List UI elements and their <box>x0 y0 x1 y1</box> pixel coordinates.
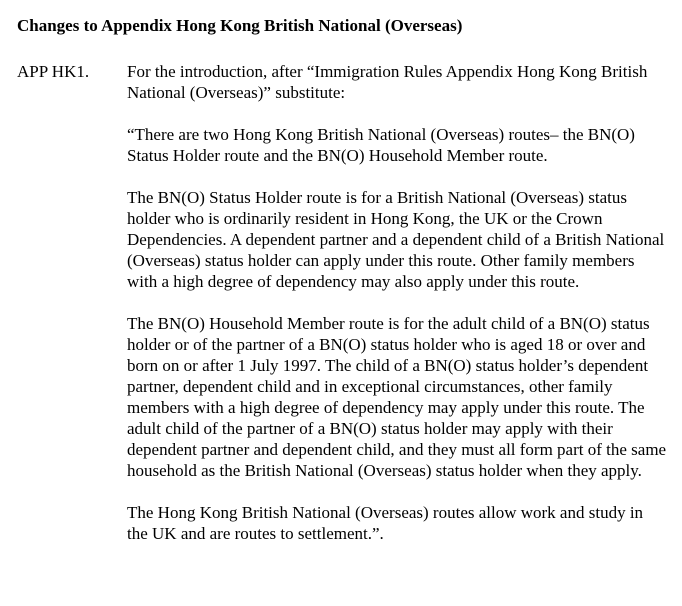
amendment-intro: For the introduction, after “Immigration Rules Appendix Hong Kong British National (Overseas)” substitute: <box>127 62 648 102</box>
paragraph-routes-overview: “There are two Hong Kong British National (Overseas) routes– the BN(O) Status Holder route and the BN(O) Household Member route. <box>127 125 635 165</box>
paragraph-status-holder-route: The BN(O) Status Holder route is for a British National (Overseas) status holder who is ordinarily resident in Hong Kong, the UK or the Crown Dependencies. A dependent partner and a dependent child of a British National (Overseas) status holder can apply under this route. Other family members with a high degree of dependency may also apply under this route. <box>127 188 665 291</box>
section-heading: Changes to Appendix Hong Kong British National (Overseas) <box>17 16 463 35</box>
amendment-body <box>127 61 667 544</box>
paragraph-household-member-route: The BN(O) Household Member route is for the adult child of a BN(O) status holder or of the partner of a BN(O) status holder who is aged 18 or over and born on or after 1 July 1997. The child of a BN(O) status holder’s dependent partner, dependent child and in exceptional circumstances, other family members with a high degree of dependency may apply under this route. The adult child of the partner of a BN(O) status holder may apply with their dependent partner and dependent child, and they must all form part of the same household as the British National (Overseas) status holder when they apply. <box>127 314 667 480</box>
amendment-id: APP HK1. <box>17 62 90 81</box>
paragraph-settlement: The Hong Kong British National (Overseas) routes allow work and study in the UK and are routes to settlement.”. <box>127 503 644 543</box>
